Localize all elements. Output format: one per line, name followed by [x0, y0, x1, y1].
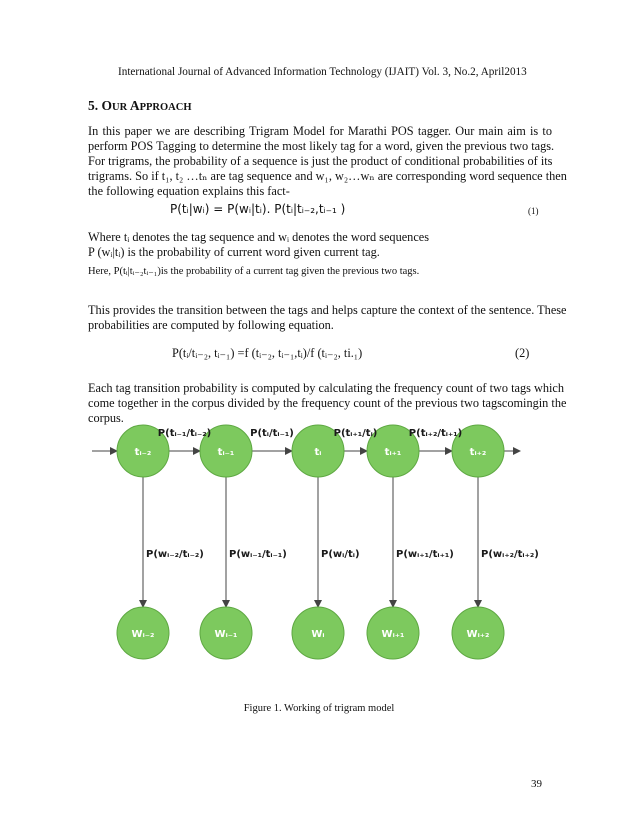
paragraph-line: the following equation explains this fact-	[88, 184, 290, 198]
emission-label: P(wᵢ/tᵢ)	[321, 549, 360, 560]
journal-header: International Journal of Advanced Information Technology (IJAIT) Vol. 3, No.2, April2013	[118, 66, 527, 78]
tag-node-label: tᵢ₊₁	[384, 447, 402, 458]
tag-node-label: tᵢ	[314, 447, 322, 458]
paragraph-line: trigrams. So if t₁, t₂ …tₙ are tag sequence and w₁, w₂…wₙ are corresponding word sequence then	[88, 169, 567, 183]
tag-node-label: tᵢ₊₂	[469, 447, 487, 458]
paragraph-line: probabilities are computed by following equation.	[88, 318, 334, 332]
equation-2-number: (2)	[515, 346, 530, 360]
page-number: 39	[531, 778, 542, 790]
transition-label: P(tᵢ₊₂/tᵢ₊₁)	[408, 428, 463, 439]
section-title-our-initial: O	[101, 98, 113, 113]
paragraph-line: This provides the transition between the tags and helps capture the context of the sentence. These	[88, 303, 567, 317]
word-node-label: Wᵢ₊₂	[466, 629, 490, 640]
equation-2: P(tᵢ/tᵢ₋₂, tᵢ₋₁) =f (tᵢ₋₂, tᵢ₋₁,tᵢ)/f (tᵢ₋₂, ti.₁)	[172, 346, 363, 360]
transition-label: P(tᵢ/tᵢ₋₁)	[250, 428, 294, 439]
equation-1-number: (1)	[528, 206, 539, 216]
emission-label: P(wᵢ₊₂/tᵢ₊₂)	[481, 549, 539, 560]
section-title-our-rest: UR	[112, 102, 128, 113]
paragraph-line: corpus.	[88, 411, 124, 425]
equation-1: P(tᵢ|wᵢ) = P(wᵢ|tᵢ). P(tᵢ|tᵢ₋₂,tᵢ₋₁ )	[170, 202, 346, 216]
word-node-label: Wᵢ	[311, 629, 325, 640]
paragraph-line: For trigrams, the probability of a sequence is just the product of conditional probabilities of its	[88, 154, 553, 168]
section-title-approach-initial: A	[129, 98, 140, 113]
here-line: Here, P(tᵢ|tᵢ₋₂tᵢ₋₁)is the probability of a current tag given the previous two tags.	[88, 266, 420, 277]
tag-node-label: tᵢ₋₁	[217, 447, 235, 458]
paragraph-line: come together in the corpus divided by the frequency count of the previous two tagscomingin the	[88, 396, 567, 410]
word-node-label: Wᵢ₋₁	[214, 629, 238, 640]
figure-caption: Figure 1. Working of trigram model	[243, 703, 395, 714]
paragraph-line: Each tag transition probability is computed by calculating the frequency count of two tags which	[88, 381, 565, 395]
emission-label: P(wᵢ₋₁/tᵢ₋₁)	[229, 549, 287, 560]
transition-label: P(tᵢ₋₁/tᵢ₋₂)	[157, 428, 212, 439]
emission-label: P(wᵢ₊₁/tᵢ₊₁)	[396, 549, 454, 560]
section-number: 5.	[88, 98, 99, 113]
paragraph-line: perform POS Tagging to determine the most likely tag for a word, given the previous two tags.	[88, 139, 555, 153]
transition-label: P(tᵢ₊₁/tᵢ)	[333, 428, 378, 439]
where-line-1: Where tᵢ denotes the tag sequence and wᵢ denotes the word sequences	[88, 230, 430, 244]
word-node-label: Wᵢ₊₁	[381, 629, 405, 640]
paragraph-line: In this paper we are describing Trigram Model for Marathi POS tagger. Our main aim is to	[88, 124, 552, 138]
where-line-2: P (wᵢ|tᵢ) is the probability of current word given current tag.	[88, 245, 380, 259]
tag-node-label: tᵢ₋₂	[134, 447, 152, 458]
emission-label: P(wᵢ₋₂/tᵢ₋₂)	[146, 549, 204, 560]
section-title-approach-rest: PPROACH	[139, 102, 192, 113]
word-node-label: Wᵢ₋₂	[131, 629, 155, 640]
